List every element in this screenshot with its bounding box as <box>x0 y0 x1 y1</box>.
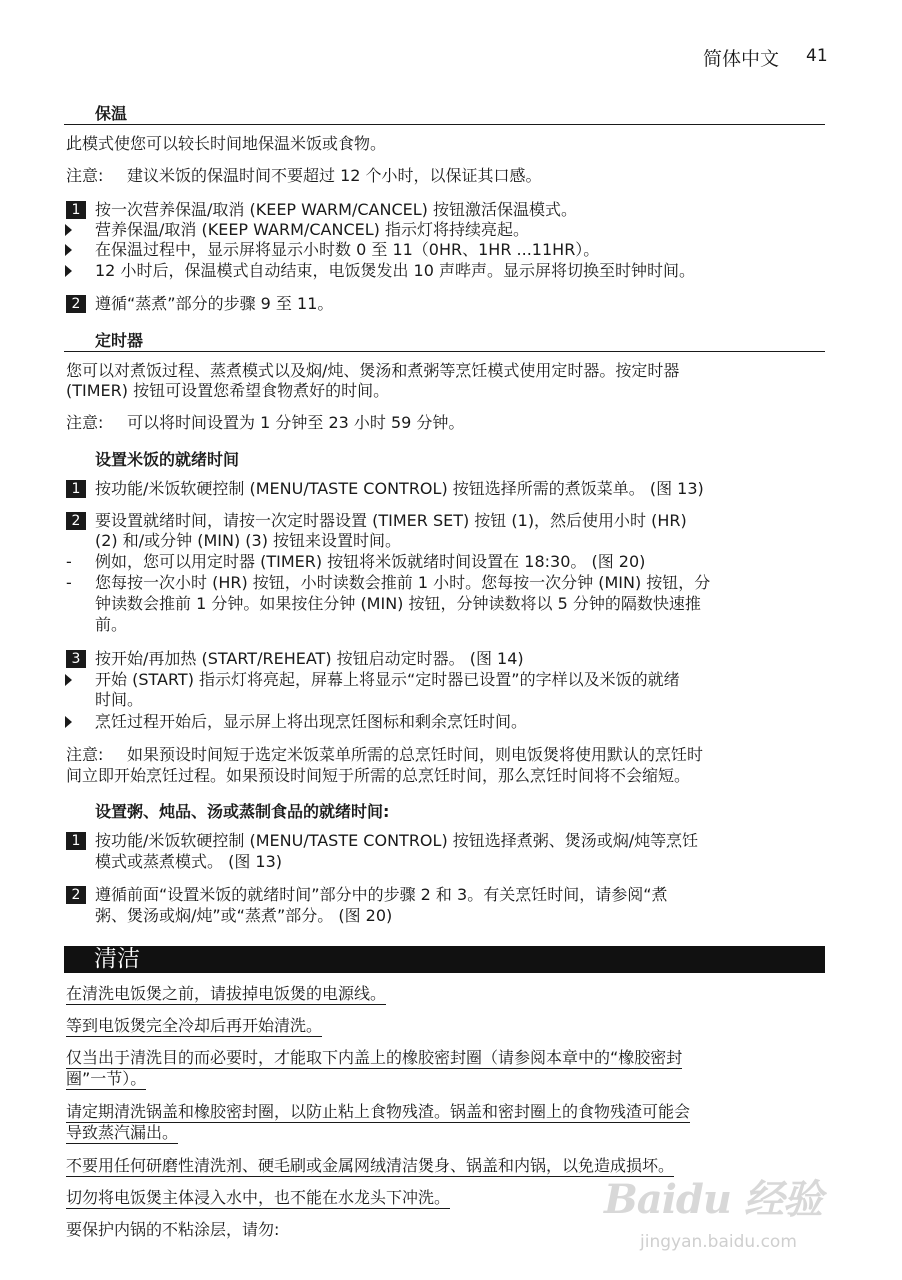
cleaning-item-5: 不要用任何研磨性清洗剂、硬毛刷或金属网绒清洁煲身、锅盖和内锅，以免造成损坏。 <box>66 1156 675 1175</box>
keep-warm-intro: 此模式使您可以较长时间地保温米饭或食物。 <box>66 134 387 153</box>
keep-warm-step-2: 遵循“蒸煮”部分的步骤 9 至 11。 <box>95 294 334 313</box>
cleaning-item-3-line-1: 仅当出于清洗目的而必要时，才能取下内盖上的橡胶密封圈（请参阅本章中的“橡胶密封 <box>66 1048 683 1067</box>
rice-example-1: 例如，您可以用定时器 (TIMER) 按钮将米饭就绪时间设置在 18:30。 (图 20) <box>95 552 646 571</box>
rice-example-2-line-1: 您每按一次小时 (HR) 按钮，小时读数会推前 1 小时。您每按一次分钟 (MIN) 按钮，分 <box>95 573 711 592</box>
keep-warm-step-1: 按一次营养保温/取消 (KEEP WARM/CANCEL) 按钮激活保温模式。 <box>95 200 577 219</box>
rice-note-line-2: 间立即开始烹饪过程。如果预设时间短于所需的总烹饪时间，那么烹饪时间将不会缩短。 <box>66 766 691 785</box>
rice-step-2-line-2: (2) 和/或分钟 (MIN) (3) 按钮来设置时间。 <box>95 531 402 550</box>
bullet-icon <box>65 674 72 686</box>
cleaning-item-7: 要保护内锅的不粘涂层，请勿: <box>66 1220 280 1239</box>
step-number-badge: 1 <box>66 480 86 498</box>
other-step-2-line-2: 粥、煲汤或焖/炖”或“蒸煮”部分。 (图 20) <box>95 906 393 925</box>
rice-bullet-1-line-2: 时间。 <box>95 690 144 709</box>
header-language: 简体中文 <box>703 48 780 70</box>
subsection-title-other: 设置粥、炖品、汤或蒸制食品的就绪时间: <box>95 802 390 821</box>
step-number-badge: 2 <box>66 512 86 530</box>
rice-example-2-line-2: 钟读数会推前 1 分钟。如果按住分钟 (MIN) 按钮，分钟读数将以 5 分钟的隔数快速推 <box>95 594 701 613</box>
keep-warm-note: 建议米饭的保温时间不要超过 12 个小时，以保证其口感。 <box>127 166 542 185</box>
cleaning-item-1: 在清洗电饭煲之前，请拔掉电饭煲的电源线。 <box>66 984 387 1003</box>
watermark-url: jingyan.baidu.com <box>640 1232 797 1252</box>
bullet-icon <box>65 224 72 236</box>
dash-marker: - <box>66 573 72 592</box>
note-label: 注意: <box>66 413 104 432</box>
section-title-timer: 定时器 <box>95 331 144 350</box>
timer-note: 可以将时间设置为 1 分钟至 23 小时 59 分钟。 <box>127 413 465 432</box>
dash-marker: - <box>66 552 72 571</box>
bullet-icon <box>65 265 72 277</box>
section-title-keep-warm: 保温 <box>95 104 128 123</box>
cleaning-item-6: 切勿将电饭煲主体浸入水中，也不能在水龙头下冲洗。 <box>66 1188 451 1207</box>
rice-step-3: 按开始/再加热 (START/REHEAT) 按钮启动定时器。 (图 14) <box>95 649 524 668</box>
step-number-badge: 2 <box>66 886 86 904</box>
cleaning-item-4-line-1: 请定期清洗锅盖和橡胶密封圈，以防止粘上食物残渣。锅盖和密封圈上的食物残渣可能会 <box>66 1102 691 1121</box>
rice-step-1: 按功能/米饭软硬控制 (MENU/TASTE CONTROL) 按钮选择所需的煮饭菜单。 (图 13) <box>95 479 704 498</box>
section-title-cleaning: 清洁 <box>94 946 140 972</box>
other-step-1-line-1: 按功能/米饭软硬控制 (MENU/TASTE CONTROL) 按钮选择煮粥、煲汤或焖/炖等烹饪 <box>95 831 699 850</box>
rice-step-2-line-1: 要设置就绪时间，请按一次定时器设置 (TIMER SET) 按钮 (1)，然后使用小时 (HR) <box>95 511 687 530</box>
step-number-badge: 1 <box>66 832 86 850</box>
section-divider <box>64 351 825 352</box>
cleaning-item-4-line-2: 导致蒸汽漏出。 <box>66 1123 179 1142</box>
step-number-badge: 1 <box>66 201 86 219</box>
bullet-icon <box>65 716 72 728</box>
cleaning-item-3-line-2: 圈”一节）。 <box>66 1069 147 1088</box>
timer-intro-line-2: (TIMER) 按钮可设置您希望食物煮好的时间。 <box>66 381 390 400</box>
watermark-logo: Baidu 经验 <box>604 1176 822 1223</box>
cleaning-heading-bar <box>64 946 825 973</box>
keep-warm-bullet-3: 12 小时后，保温模式自动结束，电饭煲发出 10 声哔声。显示屏将切换至时钟时间。 <box>95 261 695 280</box>
cleaning-item-2: 等到电饭煲完全冷却后再开始清洗。 <box>66 1016 323 1035</box>
note-label: 注意: <box>66 166 104 185</box>
rice-bullet-2: 烹饪过程开始后，显示屏上将出现烹饪图标和剩余烹饪时间。 <box>95 712 528 731</box>
other-step-1-line-2: 模式或蒸煮模式。 (图 13) <box>95 852 283 871</box>
other-step-2-line-1: 遵循前面“设置米饭的就绪时间”部分中的步骤 2 和 3。有关烹饪时间，请参阅“煮 <box>95 885 668 904</box>
section-divider <box>64 124 825 125</box>
step-number-badge: 3 <box>66 650 86 668</box>
rice-note-line-1: 如果预设时间短于选定米饭菜单所需的总烹饪时间，则电饭煲将使用默认的烹饪时 <box>127 745 704 764</box>
bullet-icon <box>65 244 72 256</box>
rice-example-2-line-3: 前。 <box>95 615 128 634</box>
page-number: 41 <box>806 46 828 66</box>
keep-warm-bullet-2: 在保温过程中，显示屏将显示小时数 0 至 11（0HR、1HR ...11HR）。 <box>95 240 600 259</box>
step-number-badge: 2 <box>66 295 86 313</box>
note-label: 注意: <box>66 745 104 764</box>
subsection-title-rice: 设置米饭的就绪时间 <box>95 450 240 469</box>
keep-warm-bullet-1: 营养保温/取消 (KEEP WARM/CANCEL) 指示灯将持续亮起。 <box>95 220 529 239</box>
timer-intro-line-1: 您可以对煮饭过程、蒸煮模式以及焖/炖、煲汤和煮粥等烹饪模式使用定时器。按定时器 <box>66 361 680 380</box>
rice-bullet-1-line-1: 开始 (START) 指示灯将亮起，屏幕上将显示“定时器已设置”的字样以及米饭的就绪 <box>95 670 680 689</box>
